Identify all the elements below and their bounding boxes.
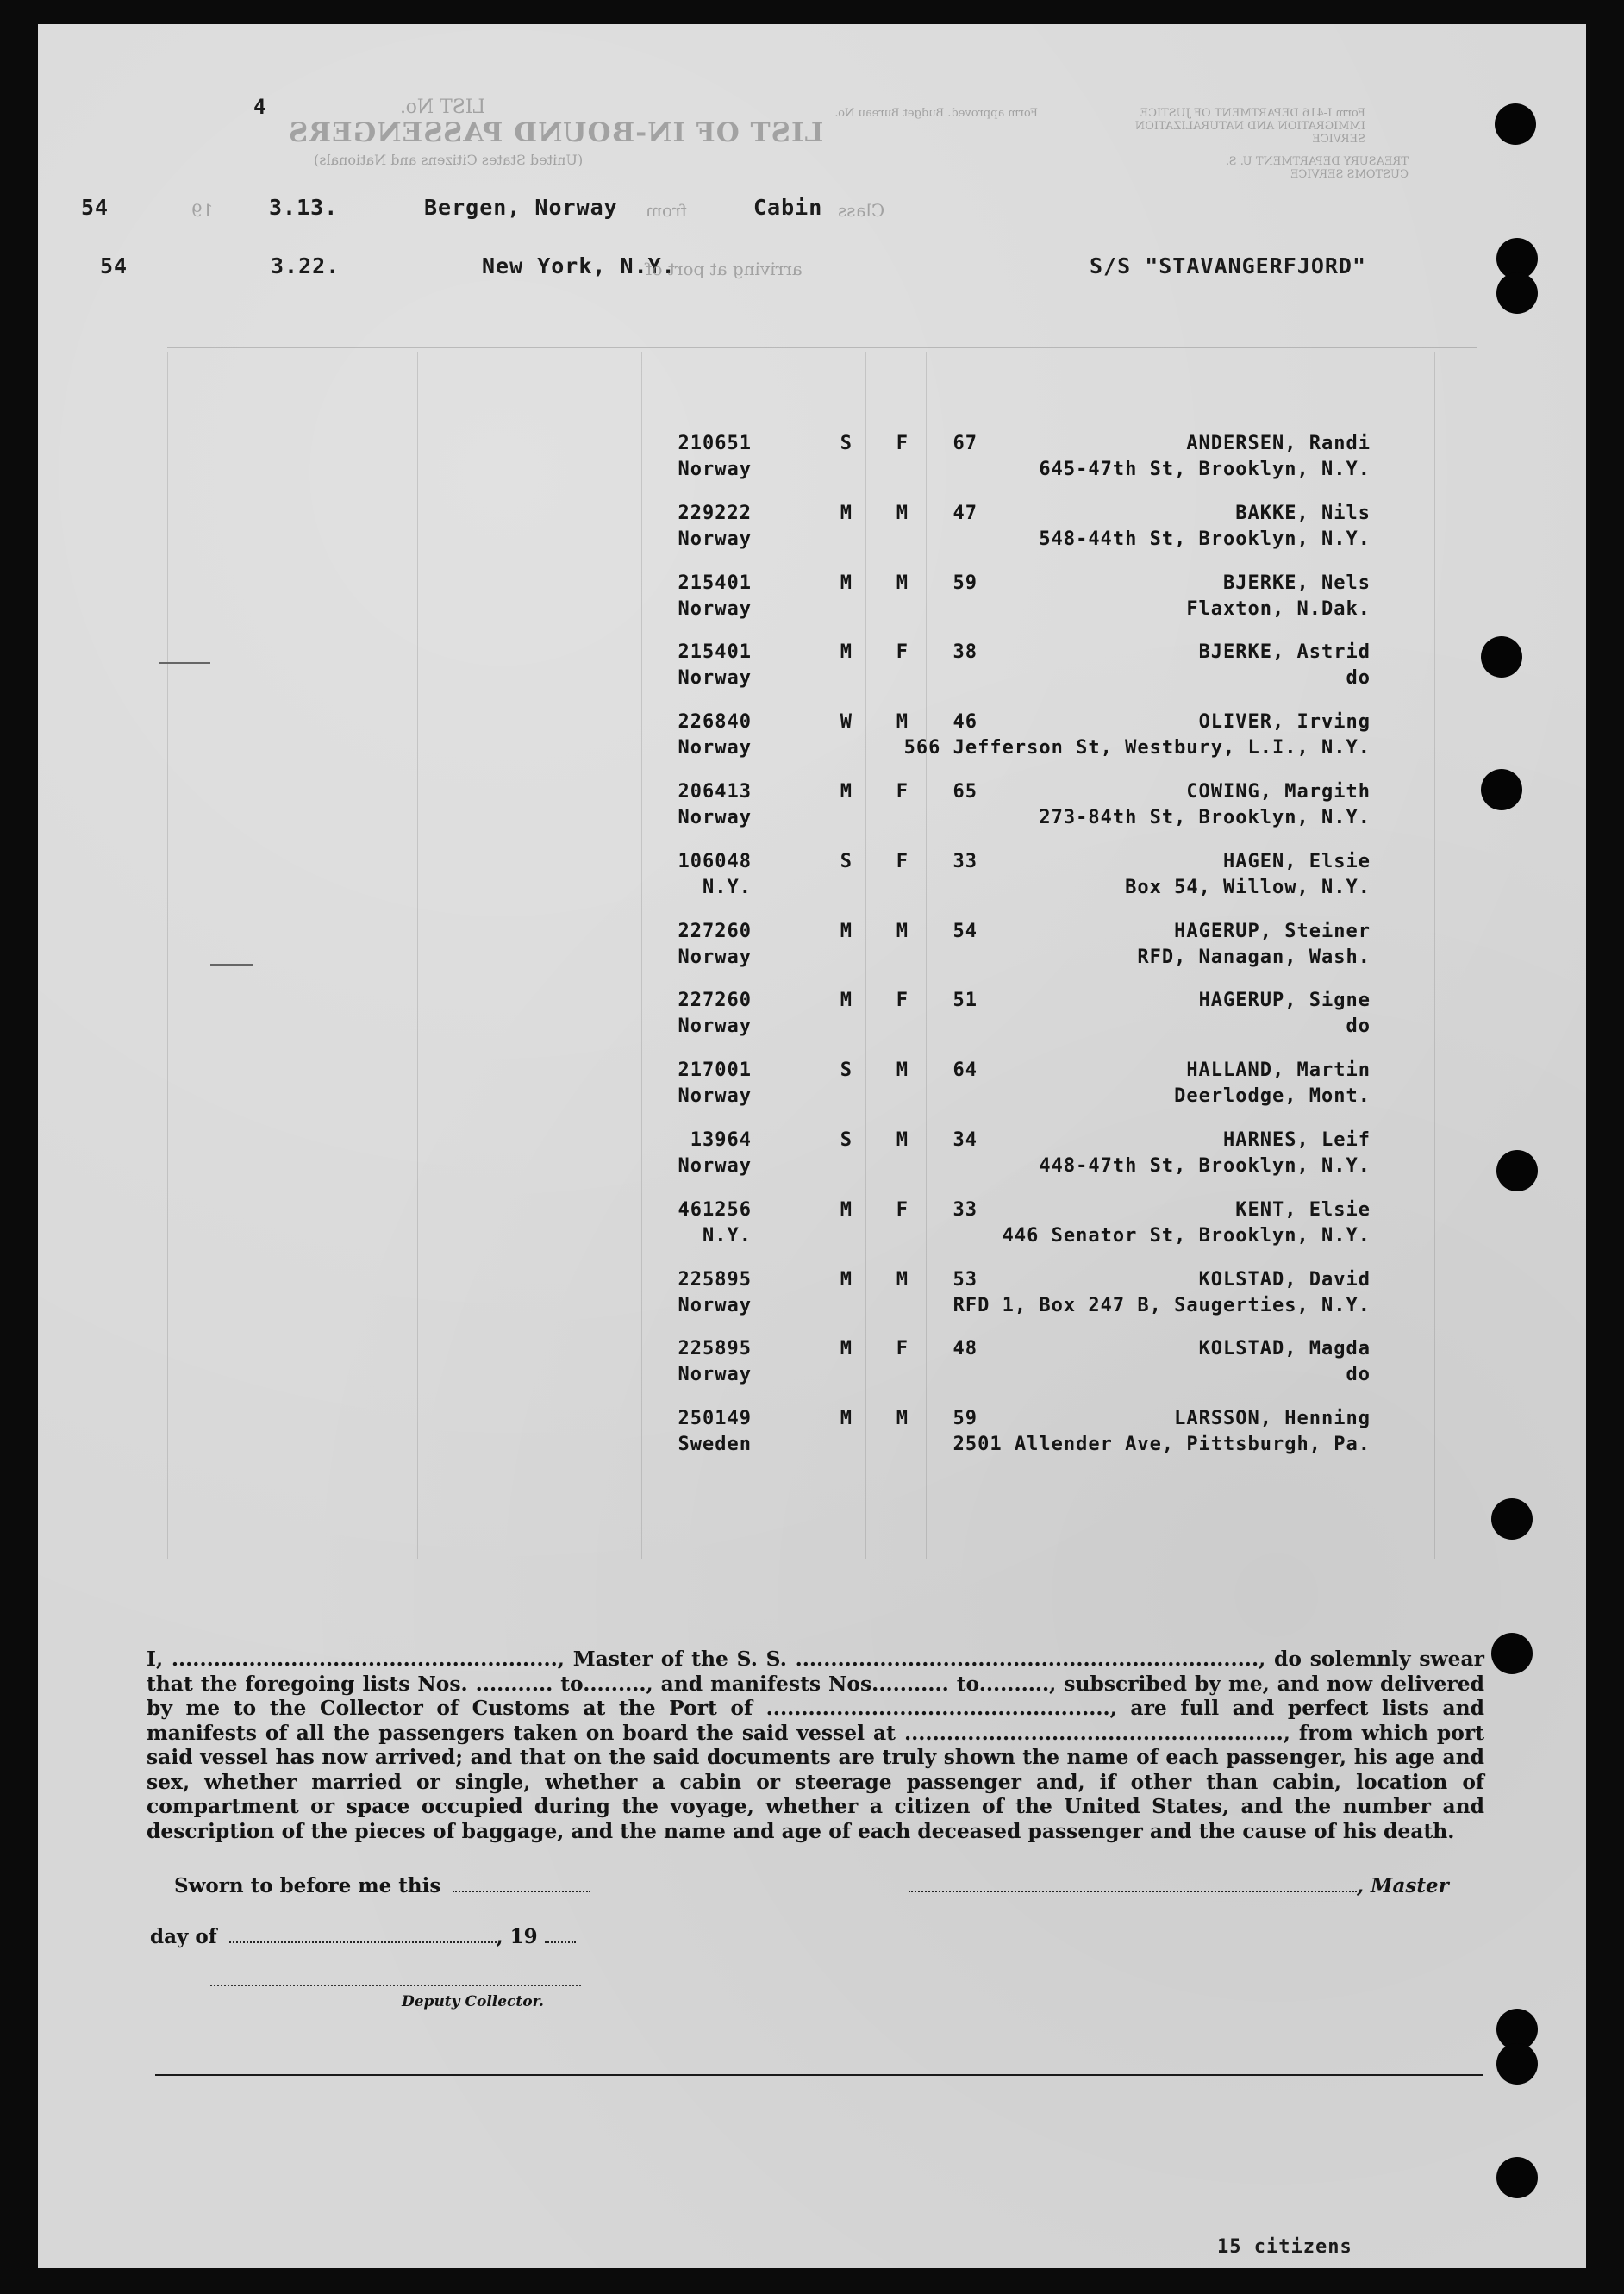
passenger-row <box>38 781 1586 845</box>
passenger-name: ANDERSEN, Randi <box>1186 433 1371 454</box>
punch-hole <box>1495 103 1536 145</box>
passenger-age: 48 <box>953 1338 978 1360</box>
passenger-row <box>38 1338 1586 1402</box>
passenger-class: Cabin <box>753 195 823 220</box>
punch-hole <box>1496 2043 1538 2085</box>
passenger-sex: M <box>896 572 909 594</box>
passenger-marital-status: M <box>840 502 853 524</box>
punch-hole <box>1496 2157 1538 2198</box>
bottom-rule <box>155 2074 1483 2076</box>
passenger-number: 250149 <box>678 1408 752 1430</box>
passenger-address: RFD, Nanagan, Wash. <box>1137 946 1371 968</box>
passenger-sex: M <box>896 1268 909 1291</box>
passenger-country: Norway <box>678 528 752 550</box>
arrival-year: 54 <box>100 253 128 278</box>
passenger-name: OLIVER, Irving <box>1198 711 1371 734</box>
passenger-name: HALLAND, Martin <box>1186 1059 1371 1082</box>
passenger-number: 206413 <box>678 781 752 803</box>
sheet-number: 4 <box>253 95 267 119</box>
punch-hole <box>1496 272 1538 314</box>
passenger-country: Norway <box>678 807 752 828</box>
passenger-country: Norway <box>678 946 752 968</box>
passenger-address: 2501 Allender Ave, Pittsburgh, Pa. <box>953 1434 1371 1456</box>
arrival-port: New York, N.Y. <box>482 253 676 278</box>
form-approved-ghost: Form approved. Budget Bureau No. <box>834 107 1038 120</box>
day-line <box>150 1922 576 1948</box>
passenger-number: 225895 <box>678 1338 752 1360</box>
punch-hole <box>1491 1498 1533 1540</box>
passenger-sex: M <box>896 920 909 942</box>
passenger-address: do <box>1346 1364 1371 1386</box>
passenger-marital-status: M <box>840 781 853 803</box>
passenger-row <box>38 503 1586 566</box>
passenger-number: 217001 <box>678 1059 752 1082</box>
passenger-country: Norway <box>678 1364 752 1386</box>
master-line <box>909 1872 1449 1897</box>
manifest-page <box>38 24 1586 2268</box>
passenger-name: HAGERUP, Signe <box>1198 990 1371 1012</box>
passenger-address: 273-84th St, Brooklyn, N.Y. <box>1039 807 1371 828</box>
punch-hole <box>1481 769 1522 810</box>
passenger-address: 645-47th St, Brooklyn, N.Y. <box>1039 459 1371 480</box>
passenger-row <box>38 711 1586 775</box>
passenger-country: Norway <box>678 1085 752 1108</box>
passenger-sex: M <box>896 1059 909 1082</box>
passenger-address: do <box>1346 667 1371 690</box>
passenger-address: 448-47th St, Brooklyn, N.Y. <box>1039 1155 1371 1177</box>
passenger-name: KOLSTAD, Magda <box>1198 1338 1371 1360</box>
passenger-row <box>38 851 1586 915</box>
passenger-age: 38 <box>953 641 978 664</box>
passenger-age: 53 <box>953 1268 978 1291</box>
passenger-name: KOLSTAD, David <box>1198 1268 1371 1291</box>
class-label: Class <box>838 200 885 221</box>
passenger-address: Deerlodge, Mont. <box>1174 1085 1371 1108</box>
passenger-age: 64 <box>953 1059 978 1082</box>
passenger-sex: F <box>896 850 909 872</box>
day-label: day of <box>150 1925 217 1948</box>
passenger-number: 227260 <box>678 990 752 1012</box>
form-subtitle-ghost: (United States Citizens and Nationals) <box>314 152 584 168</box>
passenger-row <box>38 641 1586 705</box>
master-signature-blank <box>909 1872 1357 1892</box>
punch-hole <box>1491 1633 1533 1674</box>
passenger-country: Norway <box>678 1155 752 1177</box>
passenger-country: N.Y. <box>703 876 752 898</box>
passenger-address: Flaxton, N.Dak. <box>1186 597 1371 620</box>
sworn-date-blank <box>453 1872 590 1892</box>
year-label: 19 <box>191 200 214 221</box>
form-title-ghost: LIST OF IN-BOUND PASSENGERS <box>288 117 824 148</box>
passenger-sex: M <box>896 1408 909 1430</box>
passenger-row <box>38 1269 1586 1333</box>
passenger-marital-status: S <box>840 1059 853 1082</box>
passenger-address: 548-44th St, Brooklyn, N.Y. <box>1039 528 1371 550</box>
passenger-number: 227260 <box>678 920 752 942</box>
sworn-label: Sworn to before me this <box>174 1874 441 1897</box>
master-label: , Master <box>1357 1874 1449 1897</box>
passenger-sex: F <box>896 990 909 1012</box>
column-header-rule <box>167 347 1477 348</box>
passenger-age: 54 <box>953 920 978 942</box>
passenger-country: Norway <box>678 1294 752 1316</box>
passenger-name: HARNES, Leif <box>1223 1129 1371 1151</box>
passenger-number: 215401 <box>678 572 752 594</box>
passenger-name: COWING, Margith <box>1186 781 1371 803</box>
passenger-age: 46 <box>953 711 978 734</box>
passenger-sex: F <box>896 641 909 664</box>
passenger-number: 225895 <box>678 1268 752 1291</box>
passenger-sex: F <box>896 1198 909 1221</box>
passenger-marital-status: S <box>840 433 853 454</box>
passenger-address: do <box>1346 1016 1371 1038</box>
passenger-number: 215401 <box>678 641 752 664</box>
punch-hole <box>1496 1150 1538 1191</box>
deputy-collector-label: Deputy Collector. <box>402 1993 544 2010</box>
passenger-age: 33 <box>953 850 978 872</box>
passenger-name: LARSSON, Henning <box>1174 1408 1371 1430</box>
passenger-row <box>38 1199 1586 1263</box>
passenger-row <box>38 990 1586 1053</box>
passenger-number: 210651 <box>678 433 752 454</box>
passenger-age: 67 <box>953 433 978 454</box>
passenger-age: 59 <box>953 1408 978 1430</box>
passenger-row <box>38 433 1586 497</box>
passenger-name: BJERKE, Nels <box>1223 572 1371 594</box>
from-port: Bergen, Norway <box>424 195 618 220</box>
passenger-country: Norway <box>678 667 752 690</box>
arrival-date: 3.22. <box>271 253 340 278</box>
passenger-marital-status: M <box>840 572 853 594</box>
punch-hole <box>1481 636 1522 678</box>
passenger-age: 47 <box>953 502 978 524</box>
passenger-address: 446 Senator St, Brooklyn, N.Y. <box>1002 1224 1371 1247</box>
passenger-sex: F <box>896 433 909 454</box>
passenger-marital-status: M <box>840 1338 853 1360</box>
passenger-age: 59 <box>953 572 978 594</box>
passenger-country: Norway <box>678 597 752 620</box>
passenger-age: 65 <box>953 781 978 803</box>
passenger-marital-status: M <box>840 1198 853 1221</box>
form-number-ghost: Form I-416 DEPARTMENT OF JUSTICE IMMIGRATION AND NATURALIZATION SERVICE <box>1134 107 1365 146</box>
passenger-marital-status: M <box>840 1408 853 1430</box>
passenger-number: 229222 <box>678 502 752 524</box>
passenger-marital-status: S <box>840 1129 853 1151</box>
passenger-sex: M <box>896 502 909 524</box>
passenger-row <box>38 1059 1586 1123</box>
passenger-marital-status: M <box>840 920 853 942</box>
passenger-row <box>38 572 1586 636</box>
sworn-line <box>174 1872 590 1897</box>
year-blank <box>545 1922 576 1943</box>
list-number-ghost: LIST No. <box>400 97 486 118</box>
sailing-year: 54 <box>81 195 109 220</box>
passenger-country: N.Y. <box>703 1224 752 1247</box>
passenger-name: BAKKE, Nils <box>1235 502 1371 524</box>
day-blank <box>229 1922 497 1943</box>
passenger-country: Norway <box>678 1016 752 1038</box>
passenger-row <box>38 1129 1586 1193</box>
passenger-country: Norway <box>678 737 752 759</box>
passenger-age: 51 <box>953 990 978 1012</box>
deputy-signature-line <box>210 1985 581 1986</box>
vessel-name: S/S "STAVANGERFJORD" <box>1090 253 1367 278</box>
passenger-marital-status: M <box>840 990 853 1012</box>
passenger-number: 226840 <box>678 711 752 734</box>
citizens-note: 15 citizens <box>1217 2236 1352 2258</box>
day-year-label: , 19 <box>496 1925 538 1948</box>
arriving-label: arriving at port of <box>646 259 803 279</box>
passenger-sex: M <box>896 1129 909 1151</box>
passenger-sex: F <box>896 781 909 803</box>
passenger-number: 106048 <box>678 850 752 872</box>
passenger-country: Sweden <box>678 1434 752 1456</box>
passenger-country: Norway <box>678 459 752 480</box>
master-oath: I, ......................................................., Master of the S. S. .................................................................., do solemnly swear that the foregoing lists Nos. ........... to........., and manifests Nos........... to.........., subscribed by me, and now delivered by me to the Collector of Customs at the Port of ................................................., are full and perfect lists and manifests of all the passengers taken on board the said vessel at ......................................................, from which port said vessel has now arrived; and that on the said documents are truly shown the name of each passenger, his age and sex, whether married or single, whether a cabin or steerage passenger and, if other than cabin, location of compartment or space occupied during the voyage, whether a citizen of the United States, and the number and description of the pieces of baggage, and the name and age of each deceased passenger and the cause of his death. <box>147 1647 1484 1843</box>
passenger-sex: F <box>896 1338 909 1360</box>
passenger-name: KENT, Elsie <box>1235 1198 1371 1221</box>
passenger-row <box>38 921 1586 984</box>
passenger-marital-status: W <box>840 711 853 734</box>
passenger-address: 566 Jefferson St, Westbury, L.I., N.Y. <box>903 737 1371 759</box>
passenger-marital-status: M <box>840 1268 853 1291</box>
passenger-marital-status: S <box>840 850 853 872</box>
treasury-ghost: TREASURY DEPARTMENT U. S. CUSTOMS SERVICE <box>1226 155 1409 181</box>
passenger-sex: M <box>896 711 909 734</box>
passenger-name: HAGERUP, Steiner <box>1174 920 1371 942</box>
from-label: from <box>646 200 687 221</box>
passenger-address: RFD 1, Box 247 B, Saugerties, N.Y. <box>953 1294 1371 1316</box>
sailing-date: 3.13. <box>269 195 339 220</box>
passenger-age: 33 <box>953 1198 978 1221</box>
passenger-number: 461256 <box>678 1198 752 1221</box>
passenger-number: 13964 <box>690 1129 752 1151</box>
passenger-age: 34 <box>953 1129 978 1151</box>
passenger-marital-status: M <box>840 641 853 664</box>
passenger-name: BJERKE, Astrid <box>1198 641 1371 664</box>
passenger-address: Box 54, Willow, N.Y. <box>1125 876 1371 898</box>
passenger-row <box>38 1408 1586 1472</box>
passenger-name: HAGEN, Elsie <box>1223 850 1371 872</box>
